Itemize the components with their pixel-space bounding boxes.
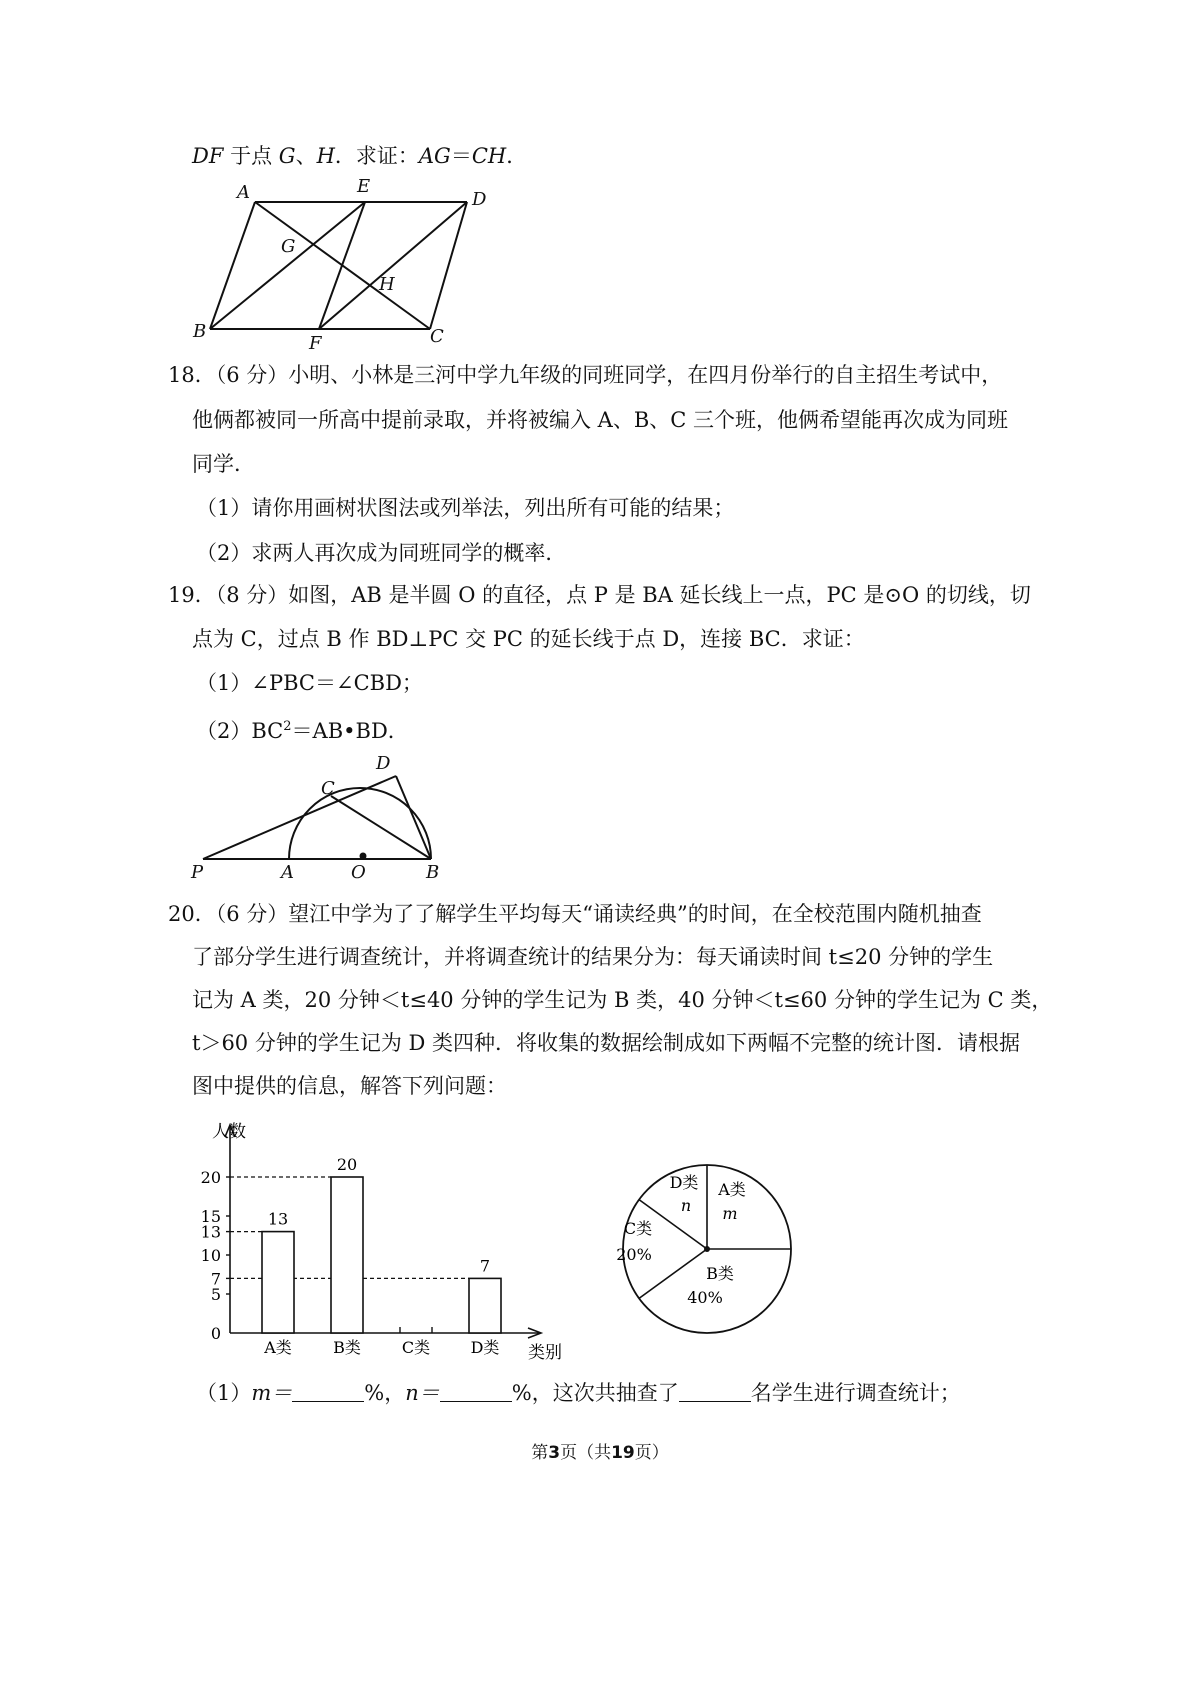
- q19-part-2-suffix: ＝AB•BD．: [291, 719, 409, 743]
- q19-part-1: （1）∠PBC＝∠CBD；: [196, 671, 423, 695]
- y-tick-label: 20: [200, 1168, 221, 1187]
- point-label-e: E: [357, 176, 371, 197]
- category-label: B类: [333, 1338, 361, 1357]
- point-label-a: A: [237, 182, 250, 203]
- category-label: A类: [264, 1338, 292, 1357]
- q19-line-1: 19．（8 分）如图，AB 是半圆 O 的直径，点 P 是 BA 延长线上一点，PC 是⊙O 的切线，切: [168, 583, 1031, 607]
- footer-total-pages: 19: [611, 1443, 635, 1463]
- x-axis-label: 类别: [528, 1343, 562, 1363]
- bar-4: [469, 1278, 501, 1333]
- center-point-o: [360, 853, 367, 860]
- pie-slice-value: 40%: [687, 1288, 723, 1307]
- y-tick-label: 15: [200, 1207, 221, 1226]
- q20-line-1: 20．（6 分）望江中学为了了解学生平均每天“诵读经典”的时间，在全校范围内随机抽查: [168, 902, 982, 926]
- pie-slice-label: A类: [718, 1180, 746, 1199]
- point-label-b2: B: [426, 862, 440, 883]
- point-label-b: B: [193, 321, 207, 342]
- q17-tail: DF 于点 G、H．求证：AG＝CH．: [192, 144, 528, 168]
- q19-part-2-sup: 2: [283, 719, 292, 734]
- bar-chart: [190, 1115, 590, 1365]
- q19-part-2: [196, 712, 409, 746]
- bar-value-label: 20: [336, 1155, 358, 1174]
- y-tick-label: 7: [210, 1269, 221, 1289]
- q19-part-2-prefix: （2）BC: [196, 719, 284, 743]
- q20-part-1-percent2: %，这次共抽查了: [511, 1381, 679, 1405]
- footer-pre: 第: [531, 1443, 549, 1463]
- q20-part-1-m-label: m＝: [251, 1381, 293, 1405]
- semicircle-figure: [185, 752, 455, 884]
- pie-slice-value: n: [680, 1196, 692, 1215]
- q20-part-1-prefix: （1）: [196, 1381, 252, 1405]
- bar-1: [262, 1232, 294, 1333]
- y-axis-label: 人数: [212, 1122, 246, 1142]
- q20-part-1-percent1: %，: [364, 1381, 406, 1405]
- point-label-d2: D: [376, 753, 391, 774]
- point-label-g: G: [281, 236, 296, 257]
- segment-dc: [430, 202, 467, 329]
- point-label-c2: C: [321, 778, 335, 799]
- q20-part-1-suffix: 名学生进行调查统计；: [750, 1381, 961, 1405]
- pie-chart: [610, 1150, 810, 1360]
- y-tick-label: 0: [210, 1324, 221, 1343]
- point-label-d: D: [472, 189, 487, 210]
- point-label-o: O: [351, 862, 366, 883]
- segment-db: [396, 776, 431, 859]
- answer-blank-m[interactable]: [292, 1381, 364, 1402]
- point-label-h: H: [379, 274, 395, 295]
- segment-cb: [331, 796, 431, 859]
- y-tick-label: 10: [200, 1246, 221, 1265]
- bar-value-label: 7: [479, 1256, 491, 1276]
- bar-value-label: 13: [267, 1209, 289, 1229]
- q19-line-2: 点为 C，过点 B 作 BD⊥PC 交 PC 的延长线于点 D，连接 BC．求证：: [192, 627, 865, 651]
- q18-line-3: 同学．: [192, 452, 255, 476]
- pie-center: [704, 1246, 710, 1252]
- q20-part-1: [196, 1378, 961, 1408]
- point-label-a2: A: [281, 862, 294, 883]
- parallelogram-figure: [185, 172, 505, 352]
- pie-slice-value: m: [722, 1204, 738, 1223]
- q18-line-1: 18．（6 分）小明、小林是三河中学九年级的同班同学，在四月份举行的自主招生考试中，: [168, 363, 1003, 387]
- q20-line-2: 了部分学生进行调查统计，并将调查统计的结果分为：每天诵读时间 t≤20 分钟的学生: [192, 945, 994, 969]
- page-footer: [0, 1438, 1200, 1463]
- answer-blank-total[interactable]: [679, 1381, 751, 1402]
- q20-part-1-n-label: n＝: [405, 1381, 440, 1405]
- q20-line-4: t＞60 分钟的学生记为 D 类四种．将收集的数据绘制成如下两幅不完整的统计图．请根据: [192, 1031, 1021, 1055]
- pie-slice-value: 20%: [616, 1245, 652, 1264]
- q18-part-1: （1）请你用画树状图法或列举法，列出所有可能的结果；: [196, 496, 735, 520]
- y-tick-label: 13: [200, 1222, 221, 1242]
- q18-line-2: 他俩都被同一所高中提前录取，并将被编入 A、B、C 三个班，他俩希望能再次成为同班: [192, 408, 1009, 432]
- q20-line-3: 记为 A 类，20 分钟＜t≤40 分钟的学生记为 B 类，40 分钟＜t≤60 分钟的学生记为 C 类，: [192, 988, 1053, 1012]
- point-label-f: F: [309, 333, 322, 352]
- footer-mid: 页（共: [560, 1443, 612, 1463]
- answer-blank-n[interactable]: [440, 1381, 512, 1402]
- pie-slice-label: C类: [623, 1219, 653, 1238]
- point-label-p: P: [191, 862, 204, 883]
- footer-post: 页）: [634, 1443, 669, 1463]
- pie-slice-label: B类: [706, 1264, 734, 1283]
- point-label-c: C: [430, 326, 444, 347]
- q20-line-5: 图中提供的信息，解答下列问题：: [192, 1074, 507, 1098]
- q18-part-2: （2）求两人再次成为同班同学的概率．: [196, 541, 567, 565]
- category-label: C类: [401, 1338, 431, 1357]
- y-tick-label: 5: [210, 1285, 221, 1304]
- footer-page-number: 3: [548, 1443, 561, 1463]
- pie-slice-label: D类: [669, 1173, 699, 1192]
- semicircle-arc: [289, 788, 431, 859]
- bar-2: [331, 1177, 363, 1333]
- category-label: D类: [470, 1338, 500, 1357]
